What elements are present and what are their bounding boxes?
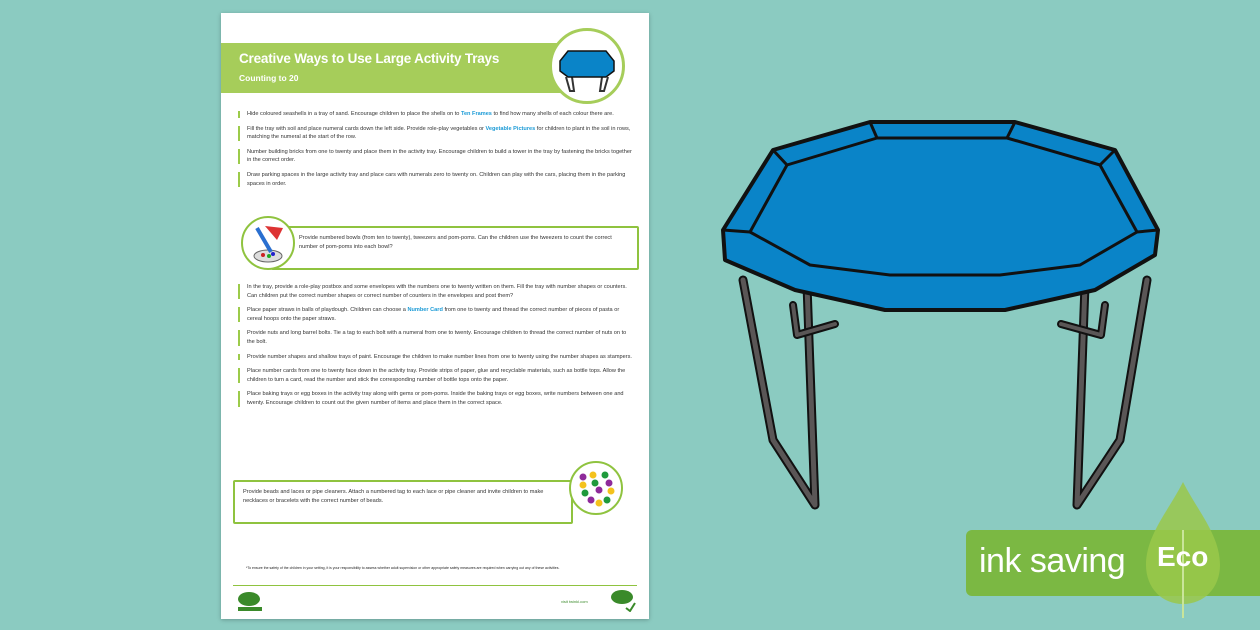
safety-note: *To ensure the safety of the children in your setting, it is your responsibility to assess whether adult supervision or other appropriate safety measures are required when carrying out any of these activities. [246, 566, 560, 570]
activity-item: Number building bricks from one to twenty and place them in the activity tray. Encourage children to build a tower in the tray by fastening the bricks together in the correct order. [238, 148, 633, 165]
activity-list-1 [238, 110, 633, 194]
activity-list-2 [238, 283, 633, 414]
ten-frames-link[interactable]: Ten Frames [460, 111, 492, 117]
website-text: visit twinkl.com [561, 599, 588, 604]
beads-icon [569, 461, 623, 515]
tray-thumbnail-icon [549, 28, 625, 104]
activity-item: Place paper straws in balls of playdough. Children can choose a Number Card from one to twenty and thread the correct number of pieces of pasta or cereal hoops onto the paper straws. [238, 306, 633, 323]
activity-item: Place number cards from one to twenty face down in the activity tray. Provide strips of paper, glue and recyclable materials, such as bottle tops. Allow the children to turn a card, read the number and stick the corresponding number of bottle tops onto the paper. [238, 367, 633, 384]
page-title: Creative Ways to Use Large Activity Trays [239, 51, 500, 66]
activity-item: Provide number shapes and shallow trays of paint. Encourage the children to make number lines from one to twenty using the number shapes as stampers. [238, 353, 633, 362]
activity-item: Hide coloured seashells in a tray of sand. Encourage children to place the shells on to Ten Frames to find how many shells of each colour there are. [238, 110, 633, 119]
tweezers-bowl-icon [241, 216, 295, 270]
activity-item: Fill the tray with soil and place numeral cards down the left side. Provide role-play vegetables or Vegetable Pictures for children to plant in the soil in rows, matching the numeral at the start of the row. [238, 125, 633, 142]
vegetable-pictures-link[interactable]: Vegetable Pictures [485, 125, 536, 132]
activity-item: In the tray, provide a role-play postbox and some envelopes with the numbers one to twenty written on them. Fill the tray with number shapes or counters. Can children put the correct number shapes or correct number of counters in the envelopes and post them? [238, 283, 633, 300]
twinkl-logo-icon [235, 589, 265, 613]
page-subtitle: Counting to 20 [239, 73, 299, 83]
callout-beads: Provide beads and laces or pipe cleaners. Attach a numbered tag to each lace or pipe cleaner and invite children to make necklaces or bracelets with the correct number of beads. [233, 480, 573, 524]
activity-item: Place baking trays or egg boxes in the activity tray along with gems or pom-poms. Inside the baking trays or egg boxes, write numbers between one and twenty. Encourage children to count out the given number of items and place them in the correct space. [238, 390, 633, 407]
activity-tray-illustration [715, 110, 1175, 535]
eco-label: Eco [1157, 541, 1209, 572]
ink-saving-label: ink saving [979, 542, 1126, 580]
activity-item: Draw parking spaces in the large activity tray and place cars with numerals zero to twenty on. Children can play with the cars, placing them in the parking spaces in order. [238, 171, 633, 188]
resource-preview-page [221, 13, 649, 619]
footer-divider [233, 585, 637, 586]
activity-item: Provide nuts and long barrel bolts. Tie a tag to each bolt with a numeral from one to twenty. Encourage children to thread the correct number of nuts on to the bolt. [238, 329, 633, 346]
callout-pom-poms: Provide numbered bowls (from ten to twenty), tweezers and pom-poms. Can the children use the tweezers to count the correct number of pom-poms into each bowl? [271, 226, 639, 270]
number-card-link[interactable]: Number Card [407, 307, 443, 314]
twinkl-badge-icon [608, 588, 636, 612]
title-banner [221, 43, 601, 93]
